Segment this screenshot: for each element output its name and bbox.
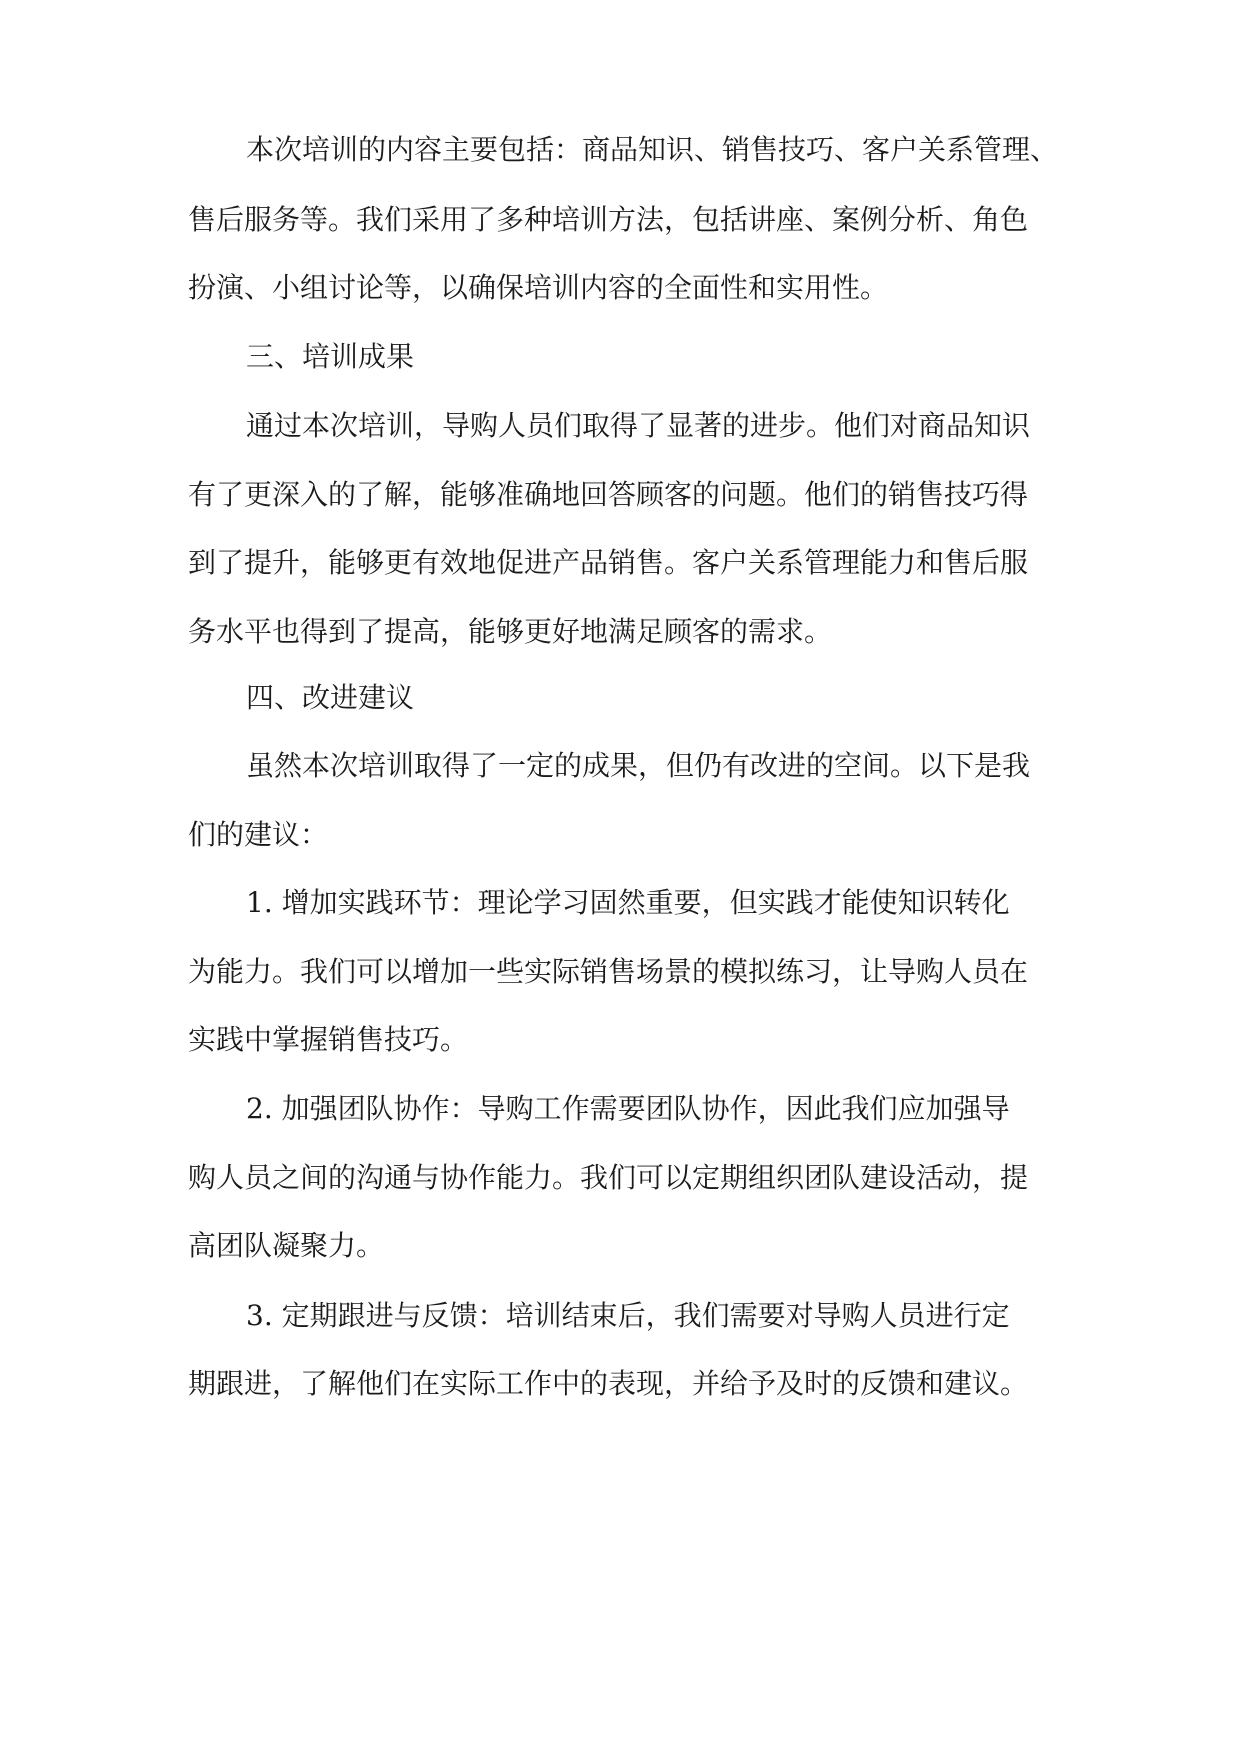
paragraph-suggestions-intro-line-1: 虽然本次培训取得了一定的成果，但仍有改进的空间。以下是我 xyxy=(246,749,1031,782)
paragraph-results-line-1: 通过本次培训，导购人员们取得了显著的进步。他们对商品知识 xyxy=(246,409,1031,442)
paragraph-training-content-line-1: 本次培训的内容主要包括：商品知识、销售技巧、客户关系管理、 xyxy=(246,133,1059,166)
paragraph-results-line-2: 有了更深入的了解，能够准确地回答顾客的问题。他们的销售技巧得 xyxy=(188,478,1029,511)
list-item-3-line-2: 期跟进，了解他们在实际工作中的表现，并给予及时的反馈和建议。 xyxy=(188,1367,1029,1400)
list-item-2-line-3: 高团队凝聚力。 xyxy=(188,1229,385,1262)
section-heading-training-results: 三、培训成果 xyxy=(246,340,415,373)
paragraph-results-line-3: 到了提升，能够更有效地促进产品销售。客户关系管理能力和售后服 xyxy=(188,546,1029,579)
list-item-2-line-2: 购人员之间的沟通与协作能力。我们可以定期组织团队建设活动，提 xyxy=(188,1161,1029,1194)
paragraph-training-content-line-2: 售后服务等。我们采用了多种培训方法，包括讲座、案例分析、角色 xyxy=(188,203,1029,236)
list-item-2-line-1: 2. 加强团队协作：导购工作需要团队协作，因此我们应加强导 xyxy=(246,1092,1010,1125)
list-item-3-line-1: 3. 定期跟进与反馈：培训结束后，我们需要对导购人员进行定 xyxy=(246,1299,1010,1332)
list-item-1-line-2: 为能力。我们可以增加一些实际销售场景的模拟练习，让导购人员在 xyxy=(188,955,1029,988)
paragraph-training-content-line-3: 扮演、小组讨论等，以确保培训内容的全面性和实用性。 xyxy=(188,271,889,304)
paragraph-results-line-4: 务水平也得到了提高，能够更好地满足顾客的需求。 xyxy=(188,615,833,648)
list-item-1-line-1: 1. 增加实践环节：理论学习固然重要，但实践才能使知识转化 xyxy=(246,886,1010,919)
paragraph-suggestions-intro-line-2: 们的建议： xyxy=(188,818,329,851)
list-item-1-line-3: 实践中掌握销售技巧。 xyxy=(188,1023,469,1056)
section-heading-improvement-suggestions: 四、改进建议 xyxy=(246,681,415,714)
